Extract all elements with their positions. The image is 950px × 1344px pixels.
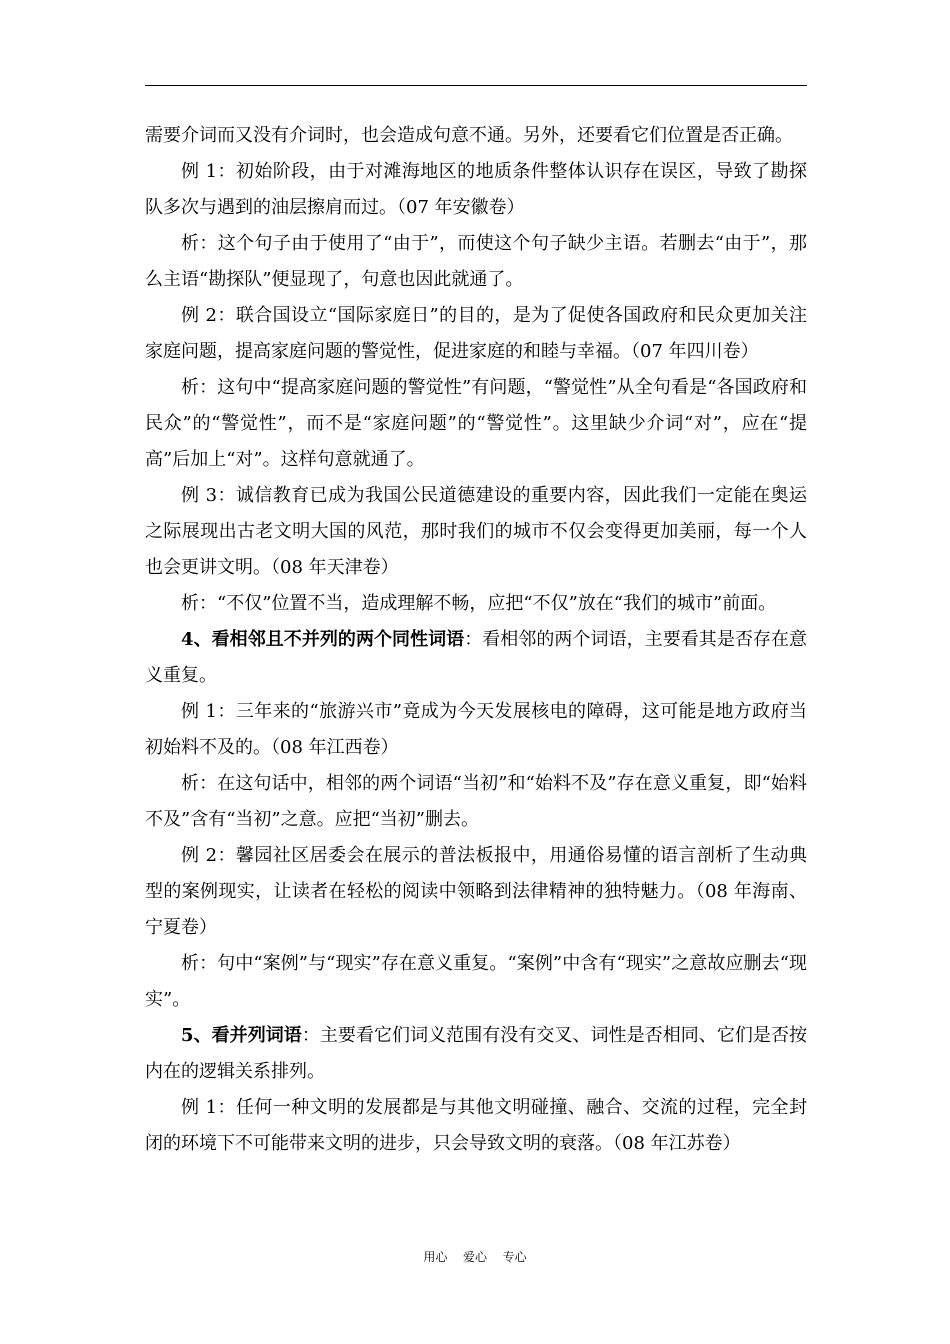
paragraph-text: 析：句中“案例”与“现实”存在意义重复。“案例”中含有“现实”之意故应删去“现实”。 [145, 953, 807, 1010]
paragraph-continuation [145, 118, 807, 154]
paragraph-text: 析：“不仅”位置不当，造成理解不畅，应把“不仅”放在“我们的城市”前面。 [181, 593, 777, 614]
example-paragraph [145, 154, 807, 226]
example-paragraph [145, 298, 807, 370]
paragraph-text: 例 1：初始阶段，由于对滩海地区的地质条件整体认识存在误区，导致了勘探队多次与遇到的油层擦肩而过。（07 年安徽卷） [145, 161, 807, 218]
analysis-paragraph [145, 766, 807, 838]
analysis-paragraph [145, 946, 807, 1018]
paragraph-text: 例 2：联合国设立“国际家庭日”的目的，是为了促使各国政府和民众更加关注家庭问题，提高家庭问题的警觉性，促进家庭的和睦与幸福。（07 年四川卷） [145, 305, 807, 362]
example-paragraph [145, 838, 807, 946]
paragraph-text: 例 1：任何一种文明的发展都是与其他文明碰撞、融合、交流的过程，完全封闭的环境下不可能带来文明的进步，只会导致文明的衰落。（08 年江苏卷） [145, 1097, 807, 1154]
section-heading-paragraph [145, 622, 807, 694]
section-heading: 4、看相邻且不并列的两个同性词语 [181, 629, 465, 650]
document-body [145, 118, 807, 1162]
paragraph-text: 析：这句中“提高家庭问题的警觉性”有问题，“警觉性”从全句看是“各国政府和民众”的“警觉性”，而不是“家庭问题”的“警觉性”。这里缺少介词“对”，应在“提高”后加上“对”。这样句意就通了。 [145, 377, 807, 470]
paragraph-text: 例 2：馨园社区居委会在展示的普法板报中，用通俗易懂的语言剖析了生动典型的案例现实，让读者在轻松的阅读中领略到法律精神的独特魅力。（08 年海南、宁夏卷） [145, 845, 807, 938]
paragraph-text: 析：在这句话中，相邻的两个词语“当初”和“始料不及”存在意义重复，即“始料不及”含有“当初”之意。应把“当初”删去。 [145, 773, 807, 830]
paragraph-text: 例 3：诚信教育已成为我国公民道德建设的重要内容，因此我们一定能在奥运之际展现出古老文明大国的风范，那时我们的城市不仅会变得更加美丽，每一个人也会更讲文明。（08 年天津卷） [145, 485, 807, 578]
analysis-paragraph [145, 586, 807, 622]
paragraph-text: ：主要看它们词义范围有没有交叉、词性是否相同、它们是否按内在的逻辑关系排列。 [145, 1025, 807, 1082]
paragraph-text: 析：这个句子由于使用了“由于”，而使这个句子缺少主语。若删去“由于”，那么主语“勘探队”便显现了，句意也因此就通了。 [145, 233, 807, 290]
analysis-paragraph [145, 370, 807, 478]
header-rule [145, 85, 807, 86]
section-heading: 5、看并列词语 [181, 1025, 302, 1046]
analysis-paragraph [145, 226, 807, 298]
paragraph-text: 例 1：三年来的“旅游兴市”竟成为今天发展核电的障碍，这可能是地方政府当初始料不及的。（08 年江西卷） [145, 701, 807, 758]
page-footer: 用心 爱心 专心 [423, 1250, 527, 1264]
example-paragraph [145, 694, 807, 766]
paragraph-text: 需要介词而又没有介词时，也会造成句意不通。另外，还要看它们位置是否正确。 [145, 125, 793, 146]
section-heading-paragraph [145, 1018, 807, 1090]
paragraph-text: ：看相邻的两个词语，主要看其是否存在意义重复。 [145, 629, 807, 686]
example-paragraph [145, 478, 807, 586]
example-paragraph [145, 1090, 807, 1162]
